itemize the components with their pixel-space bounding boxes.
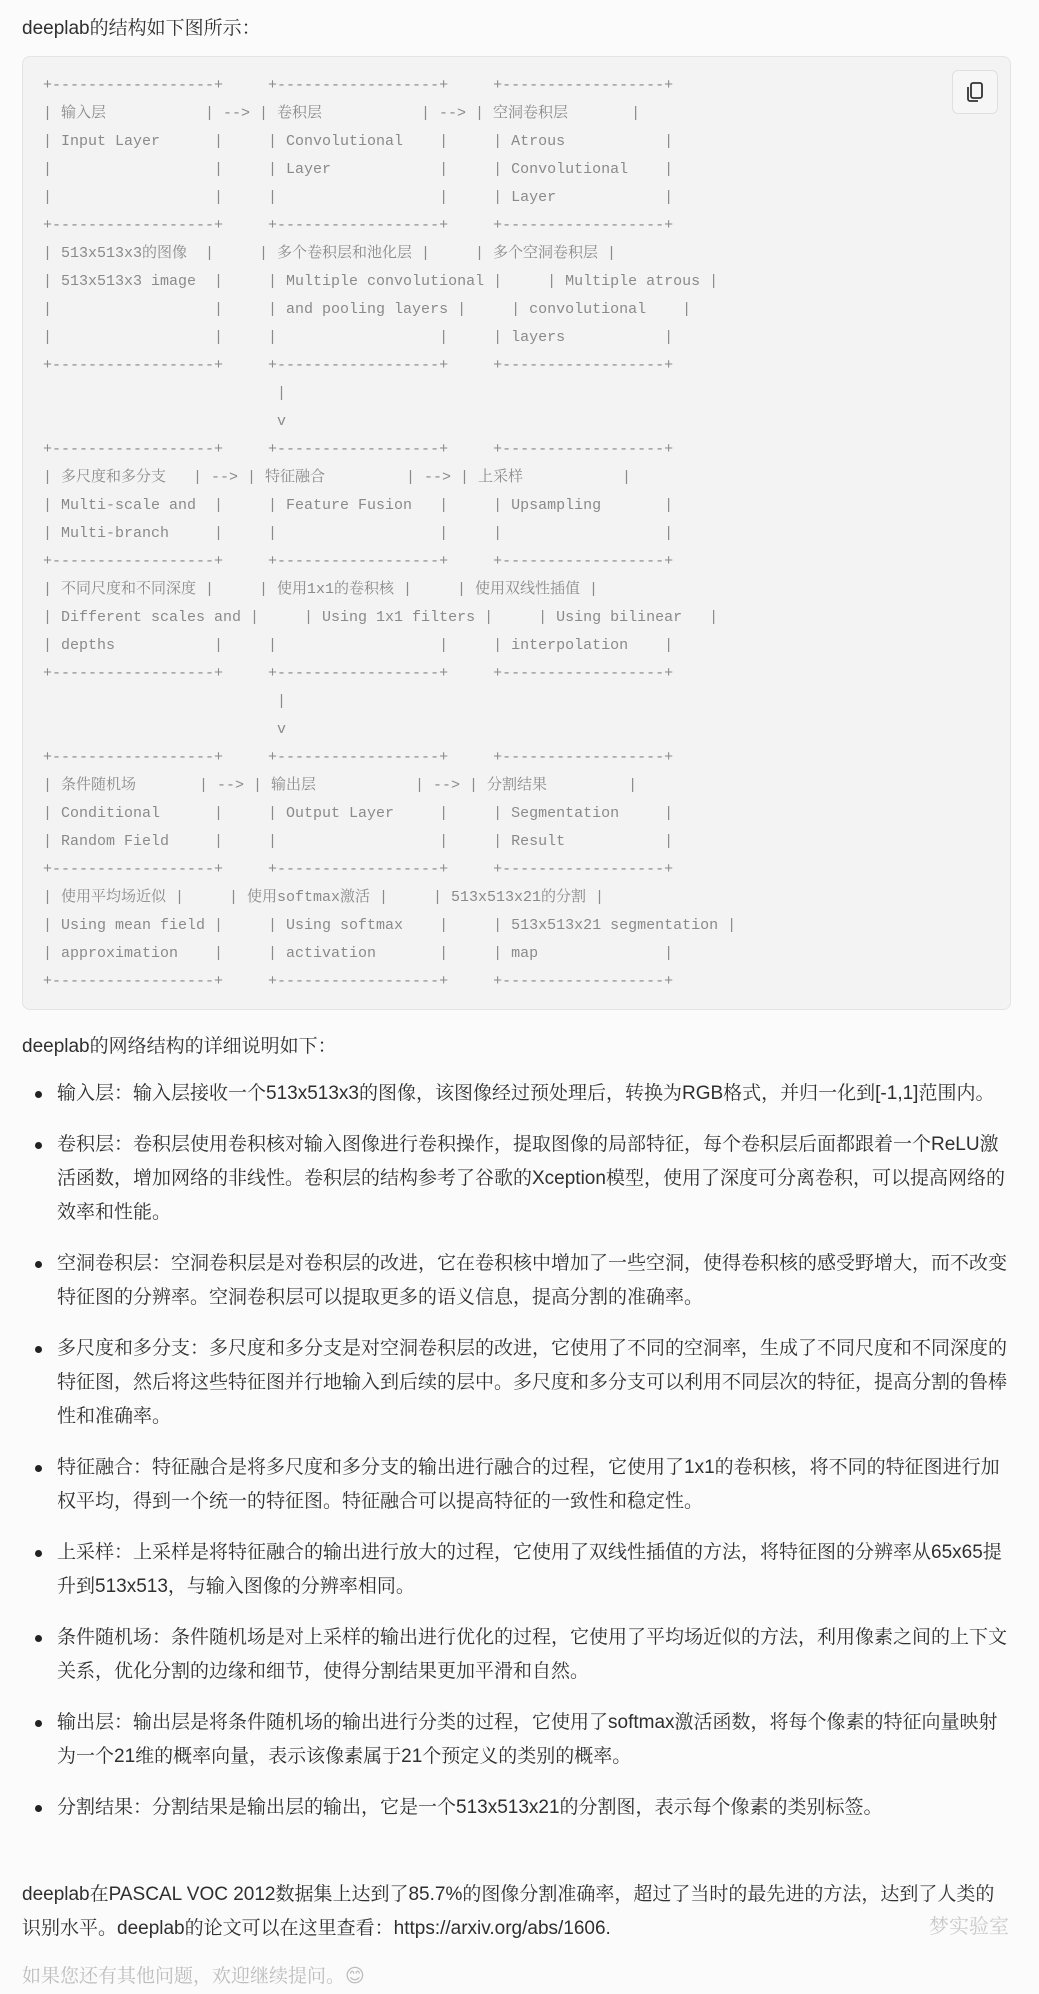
copy-button[interactable]	[952, 70, 998, 114]
list-item: 条件随机场：条件随机场是对上采样的输出进行优化的过程，它使用了平均场近似的方法，利用像素之间的上下文关系，优化分割的边缘和细节，使得分割结果更加平滑和自然。	[57, 1621, 1007, 1689]
list-item: 多尺度和多分支：多尺度和多分支是对空洞卷积层的改进，它使用了不同的空洞率，生成了不同尺度和不同深度的特征图，然后将这些特征图并行地输入到后续的层中。多尺度和多分支可以利用不同层次的特征，提高分割的鲁棒性和准确率。	[57, 1332, 1007, 1434]
list-item: 空洞卷积层：空洞卷积层是对卷积层的改进，它在卷积核中增加了一些空洞，使得卷积核的感受野增大，而不改变特征图的分辨率。空洞卷积层可以提取更多的语义信息，提高分割的准确率。	[57, 1247, 1007, 1315]
list-item: 上采样：上采样是将特征融合的输出进行放大的过程，它使用了双线性插值的方法，将特征图的分辨率从65x65提升到513x513，与输入图像的分辨率相同。	[57, 1536, 1007, 1604]
architecture-diagram: +------------------+ +------------------+ +------------------+ | 输入层 | --> | 卷积层 | --> | 空洞卷积层 | | Input Layer | | Convolutional | | Atrous | | | | Layer | | Convolutional | | | | | | Layer | +------------------+ +------------------+ +------------------+ | 513x513x3的图像 | | 多个卷积层和池化层 | | 多个空洞卷积层 | | 513x513x3 image | | Multiple convolutional | | Multiple atrous | | | | and pooling layers | | convolutional | | | | | | layers | +------------------+ +------------------+ +------------------+ | v +------------------+ +------------------+ +------------------+ | 多尺度和多分支 | --> | 特征融合 | --> | 上采样 | | Multi-scale and | | Feature Fusion | | Upsampling | | Multi-branch | | | | | +------------------+ +------------------+ +------------------+ | 不同尺度和不同深度 | | 使用1x1的卷积核 | | 使用双线性插值 | | Different scales and | | Using 1x1 filters | | Using bilinear | | depths | | | | interpolation | +------------------+ +------------------+ +------------------+ | v +------------------+ +------------------+ +------------------+ | 条件随机场 | --> | 输出层 | --> | 分割结果 | | Conditional | | Output Layer | | Segmentation | | Random Field | | | | Result | +------------------+ +------------------+ +------------------+ | 使用平均场近似 | | 使用softmax激活 | | 513x513x21的分割 | | Using mean field | | Using softmax | | 513x513x21 segmentation | | approximation | | activation | | map | +------------------+ +------------------+ +------------------+	[43, 77, 737, 990]
watermark: 梦实验室	[929, 1916, 1009, 1938]
details-list	[22, 1077, 1007, 1842]
summary-text: deeplab在PASCAL VOC 2012数据集上达到了85.7%的图像分割准确率，超过了当时的最先进的方法，达到了人类的识别水平。deeplab的论文可以在这里查看：https://arxiv.org/abs/1606.	[22, 1884, 995, 1939]
list-item: 特征融合：特征融合是将多尺度和多分支的输出进行融合的过程，它使用了1x1的卷积核，将不同的特征图进行加权平均，得到一个统一的特征图。特征融合可以提高特征的一致性和稳定性。	[57, 1451, 1007, 1519]
list-item: 分割结果：分割结果是输出层的输出，它是一个513x513x21的分割图，表示每个像素的类别标签。	[57, 1791, 1007, 1825]
details-title: deeplab的网络结构的详细说明如下：	[22, 1036, 337, 1057]
copy-icon	[965, 81, 985, 103]
list-item: 卷积层：卷积层使用卷积核对输入图像进行卷积操作，提取图像的局部特征，每个卷积层后面都跟着一个ReLU激活函数，增加网络的非线性。卷积层的结构参考了谷歌的Xception模型，使用了深度可分离卷积，可以提高网络的效率和性能。	[57, 1128, 1007, 1230]
intro-text: deeplab的结构如下图所示：	[22, 18, 261, 39]
followup-text: 如果您还有其他问题，欢迎继续提问。😊	[22, 1966, 365, 1987]
list-item: 输入层：输入层接收一个513x513x3的图像，该图像经过预处理后，转换为RGB格式，并归一化到[-1,1]范围内。	[57, 1077, 1007, 1111]
code-block	[22, 56, 1011, 1010]
list-item: 输出层：输出层是将条件随机场的输出进行分类的过程，它使用了softmax激活函数，将每个像素的特征向量映射为一个21维的概率向量，表示该像素属于21个预定义的类别的概率。	[57, 1706, 1007, 1774]
